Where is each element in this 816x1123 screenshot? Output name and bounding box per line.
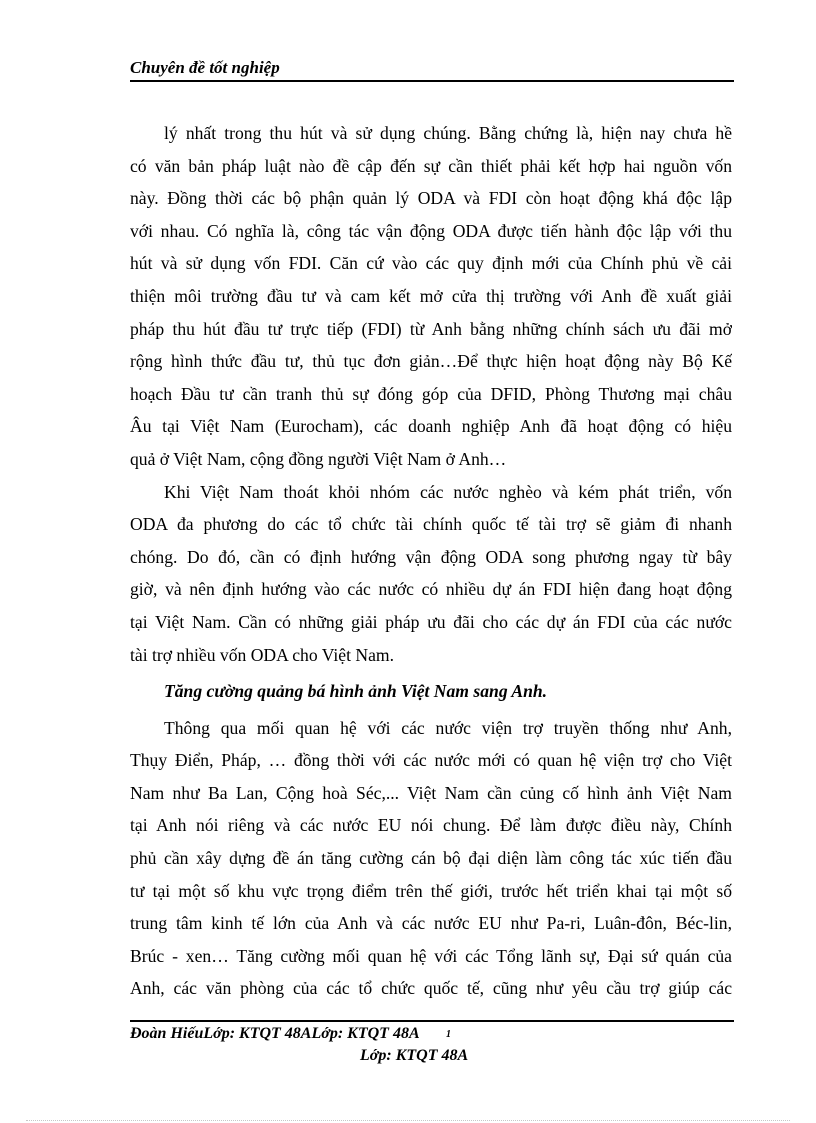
document-body <box>130 117 732 1005</box>
page-bottom-border <box>26 1120 790 1121</box>
page-header <box>130 58 734 78</box>
text-line: Brúc - xen… Tăng cường mối quan hệ với các Tổng lãnh sự, Đại sứ quán của <box>130 945 732 966</box>
text-line: hút và sử dụng vốn FDI. Căn cứ vào các quy định mới của Chính phủ về cải <box>130 253 732 274</box>
footer-rule <box>130 1020 734 1022</box>
text-line: thiện môi trường đầu tư và cam kết mở cửa thị trường với Anh đề xuất giải <box>130 285 732 306</box>
text-line: Khi Việt Nam thoát khỏi nhóm các nước nghèo và kém phát triển, vốn <box>164 481 732 502</box>
text-line: ODA đa phương do các tổ chức tài chính quốc tế tài trợ sẽ giảm đi nhanh <box>130 514 732 535</box>
header-title: Chuyên đề tốt nghiệp <box>130 58 280 77</box>
text-line: Nam như Ba Lan, Cộng hoà Séc,... Việt Nam cần củng cố hình ảnh Việt Nam <box>130 782 732 803</box>
text-line: phủ cần xây dựng đề án tăng cường cán bộ đại diện làm công tác xúc tiến đầu <box>130 848 732 869</box>
text-line: tư tại một số khu vực trọng điểm trên thế giới, trước hết triển khai tại một số <box>130 880 732 901</box>
footer-author-class: Đoàn HiếuLớp: KTQT 48ALớp: KTQT 48A <box>130 1025 420 1042</box>
text-line: tại Anh nói riêng và các nước EU nói chung. Để làm được điều này, Chính <box>130 815 732 836</box>
text-line: trung tâm kinh tế lớn của Anh và các nước EU như Pa-ri, Luân-đôn, Béc-lin, <box>130 913 732 934</box>
text-line: Thụy Điển, Pháp, … đồng thời với các nước mới có quan hệ viện trợ cho Việt <box>130 750 732 771</box>
text-line: chóng. Do đó, cần có định hướng vận động ODA song phương ngay từ bây <box>130 546 732 567</box>
text-line: giờ, và nên định hướng vào các nước có nhiều dự án FDI hiện đang hoạt động <box>130 579 732 600</box>
text-line: lý nhất trong thu hút và sử dụng chúng. Bằng chứng là, hiện nay chưa hề <box>164 123 732 143</box>
footer-class: Lớp: KTQT 48A <box>360 1047 469 1064</box>
section-heading: Tăng cường quảng bá hình ảnh Việt Nam sang Anh. <box>164 681 548 702</box>
text-line: với nhau. Có nghĩa là, công tác vận động ODA được tiến hành độc lập với thu <box>130 220 732 241</box>
page-number: 1 <box>446 1029 451 1040</box>
text-line: này. Đồng thời các bộ phận quản lý ODA và FDI còn hoạt động khá độc lập <box>130 188 732 209</box>
text-line: tại Việt Nam. Cần có những giải pháp ưu đãi cho các dự án FDI của các nước <box>130 611 732 632</box>
text-line: tài trợ nhiều vốn ODA cho Việt Nam. <box>130 644 394 665</box>
text-line: rộng hình thức đầu tư, thủ tục đơn giản…Để thực hiện hoạt động này Bộ Kế <box>130 351 732 372</box>
text-line: Âu tại Việt Nam (Eurocham), các doanh nghiệp Anh đã hoạt động có hiệu <box>130 416 732 437</box>
text-line: Anh, các văn phòng của các tổ chức quốc tế, cũng như yêu cầu trợ giúp các <box>130 978 732 999</box>
text-line: pháp thu hút đầu tư trực tiếp (FDI) từ Anh bằng những chính sách ưu đãi mở <box>130 318 732 339</box>
text-line: có văn bản pháp luật nào đề cập đến sự cần thiết phải kết hợp hai nguồn vốn <box>130 155 732 176</box>
text-line: hoạch Đầu tư cần tranh thủ sự đóng góp của DFID, Phòng Thương mại châu <box>130 383 732 404</box>
text-line: quả ở Việt Nam, cộng đồng người Việt Nam ở Anh… <box>130 448 507 469</box>
header-rule <box>130 80 734 82</box>
text-line: Thông qua mối quan hệ với các nước viện trợ truyền thống như Anh, <box>164 717 732 738</box>
